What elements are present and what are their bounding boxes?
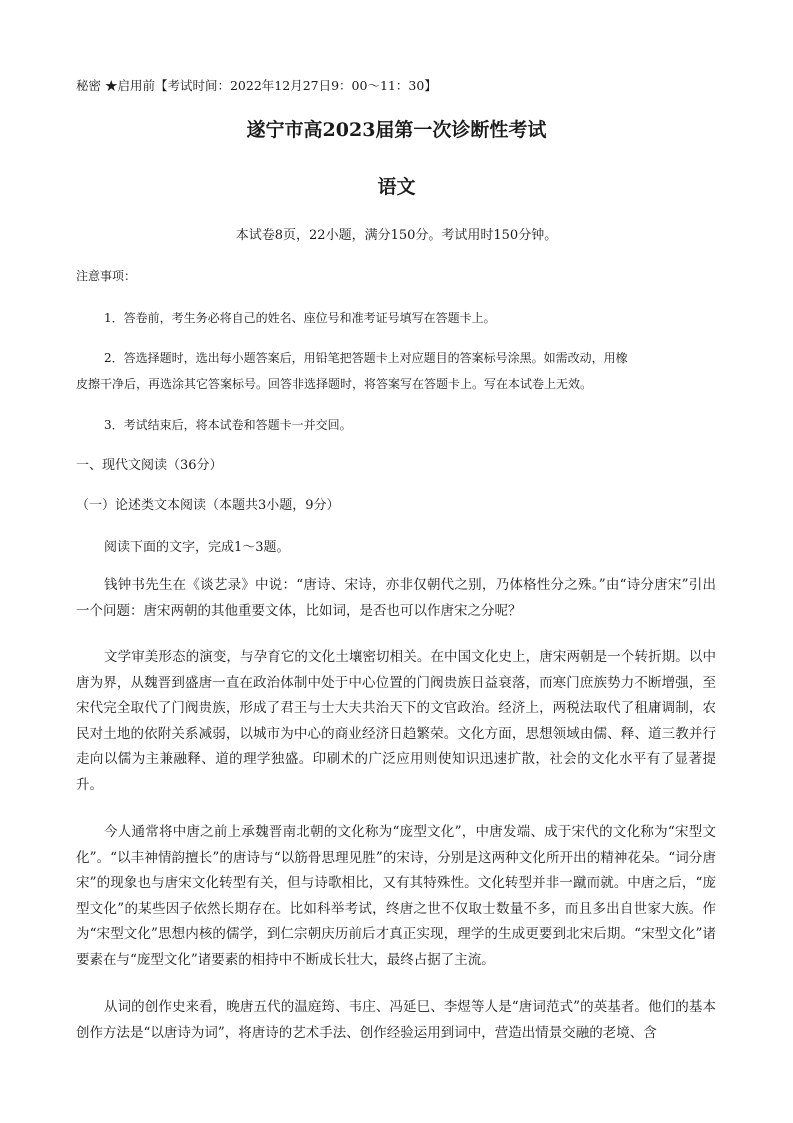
passage-paragraph-1: 钱钟书先生在《谈艺录》中说：“唐诗、宋诗，亦非仅朝代之别，乃体格性分之殊。”由“诗分唐宋”引出一个问题：唐宋两朝的其他重要文体，比如词，是否也可以作唐宋之分呢？ — [76, 577, 716, 619]
passage-paragraph-3: 今人通常将中唐之前上承魏晋南北朝的文化称为“庞型文化”，中唐发端、成于宋代的文化称为“宋型文化”。“以丰神情韵擅长”的唐诗与“以筋骨思理见胜”的宋诗，分别是这两种文化所开出的精神花朵。“词分唐宋”的现象也与唐宋文化转型有关，但与诗歌相比，又有其特殊性。文化转型并非一蹴而就。中唐之后，“庞型文化”的某些因子依然长期存在。比如科举考试，终唐之世不仅取士数量不多，而且多出自世家大族。作为“宋型文化”思想内核的儒学，到仁宗朝庆历前后才真正实现，理学的生成更要到北宋后期。“宋型文化”诸要素在与“庞型文化”诸要素的相持中不断成长壮大，最终占据了主流。 — [76, 824, 716, 968]
subject-title: 语文 — [377, 176, 416, 198]
exam-info: 本试卷8页，22小题，满分150分。考试用时150分钟。 — [235, 228, 558, 243]
notice-item-2-line-1: 2．答选择题时，选出每小题答案后，用铅笔把答题卡上对应题目的答案标号涂黑。如需改动，用橡 — [104, 351, 628, 365]
reading-instruction: 阅读下面的文字，完成1～3题。 — [104, 540, 290, 555]
exam-title: 遂宁市高2023届第一次诊断性考试 — [246, 119, 547, 141]
notice-item-3: 3．考试结束后，将本试卷和答题卡一并交回。 — [104, 418, 352, 432]
section-heading: 一、现代文阅读（36分） — [76, 458, 223, 473]
passage-paragraph-4: 从词的创作史来看，晚唐五代的温庭筠、韦庄、冯延巳、李煜等人是“唐词范式”的英基者。他们的基本创作方法是“以唐诗为词”，将唐诗的艺术手法、创作经验运用到词中，营造出情景交融的老境、含 — [76, 999, 716, 1041]
subsection-heading: （一）论述类文本阅读（本题共3小题，9分） — [76, 498, 340, 513]
notice-item-1: 1．答卷前，考生务必将自己的姓名、座位号和准考证号填写在答题卡上。 — [104, 311, 496, 325]
notice-item-2-line-2: 皮擦干净后，再选涂其它答案标号。回答非选择题时，将答案写在答题卡上。写在本试卷上无效。 — [76, 377, 593, 391]
confidential-header: 秘密 ★启用前【考试时间：2022年12月27日9：00～11：30】 — [76, 78, 437, 93]
passage-paragraph-2: 文学审美形态的演变，与孕育它的文化土壤密切相关。在中国文化史上，唐宋两朝是一个转折期。以中唐为界，从魏晋到盛唐一直在政治体制中处于中心位置的门阀贵族日益衰落，而寒门庶族势力不断增强，至宋代完全取代了门阀贵族，形成了君王与士大夫共治天下的文官政治。经济上，两税法取代了租庸调制，农民对土地的依附关系减弱，以城市为中心的商业经济日趋繁荣。文化方面，思想领域由儒、释、道三教并行走向以儒为主兼融释、道的理学独盛。印刷术的广泛应用则使知识迅速扩散，社会的文化水平有了显著提升。 — [76, 649, 716, 793]
notice-heading: 注意事项： — [76, 269, 137, 283]
